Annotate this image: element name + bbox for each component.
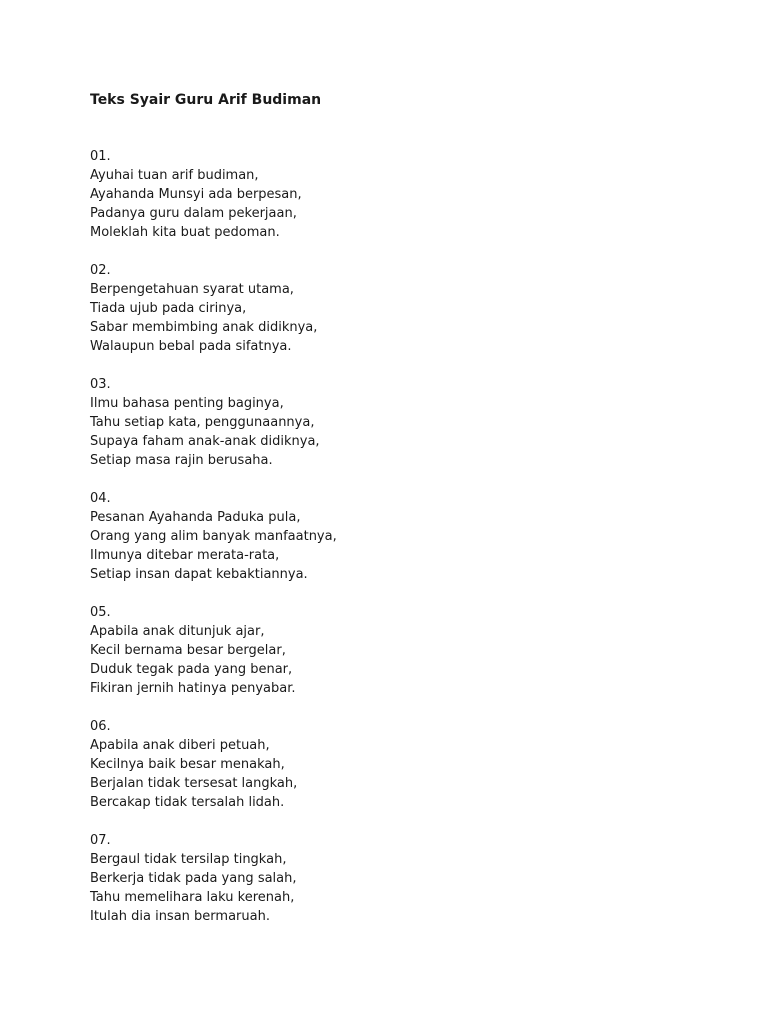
stanza-line: Tiada ujub pada cirinya, bbox=[90, 301, 247, 316]
stanza bbox=[90, 489, 337, 603]
stanza-number: 01. bbox=[90, 149, 111, 164]
stanza-line: Ayahanda Munsyi ada berpesan, bbox=[90, 187, 302, 202]
stanza bbox=[90, 603, 337, 717]
stanza-line: Setiap masa rajin berusaha. bbox=[90, 453, 273, 468]
stanza-line: Kecil bernama besar bergelar, bbox=[90, 643, 286, 658]
stanza-line: Orang yang alim banyak manfaatnya, bbox=[90, 529, 337, 544]
stanza-line: Kecilnya baik besar menakah, bbox=[90, 757, 285, 772]
stanza-number: 06. bbox=[90, 719, 111, 734]
stanza-number: 07. bbox=[90, 833, 111, 848]
stanza bbox=[90, 717, 337, 831]
stanza bbox=[90, 147, 337, 261]
stanza-line: Fikiran jernih hatinya penyabar. bbox=[90, 681, 296, 696]
stanza-line: Ayuhai tuan arif budiman, bbox=[90, 168, 259, 183]
stanza-line: Apabila anak ditunjuk ajar, bbox=[90, 624, 265, 639]
stanza-number: 04. bbox=[90, 491, 111, 506]
poem-body bbox=[90, 147, 337, 945]
stanza bbox=[90, 375, 337, 489]
stanza-line: Berpengetahuan syarat utama, bbox=[90, 282, 294, 297]
stanza bbox=[90, 261, 337, 375]
stanza-line: Ilmu bahasa penting baginya, bbox=[90, 396, 284, 411]
stanza-line: Berkerja tidak pada yang salah, bbox=[90, 871, 297, 886]
stanza-line: Setiap insan dapat kebaktiannya. bbox=[90, 567, 308, 582]
stanza-line: Apabila anak diberi petuah, bbox=[90, 738, 270, 753]
stanza-line: Walaupun bebal pada sifatnya. bbox=[90, 339, 292, 354]
stanza-line: Tahu memelihara laku kerenah, bbox=[90, 890, 295, 905]
stanza-line: Bergaul tidak tersilap tingkah, bbox=[90, 852, 287, 867]
stanza-line: Moleklah kita buat pedoman. bbox=[90, 225, 280, 240]
stanza-number: 05. bbox=[90, 605, 111, 620]
stanza bbox=[90, 831, 337, 945]
stanza-line: Ilmunya ditebar merata-rata, bbox=[90, 548, 280, 563]
stanza-line: Pesanan Ayahanda Paduka pula, bbox=[90, 510, 301, 525]
stanza-line: Padanya guru dalam pekerjaan, bbox=[90, 206, 297, 221]
stanza-line: Bercakap tidak tersalah lidah. bbox=[90, 795, 285, 810]
stanza-line: Berjalan tidak tersesat langkah, bbox=[90, 776, 298, 791]
stanza-line: Sabar membimbing anak didiknya, bbox=[90, 320, 318, 335]
stanza-line: Duduk tegak pada yang benar, bbox=[90, 662, 293, 677]
stanza-line: Itulah dia insan bermaruah. bbox=[90, 909, 270, 924]
stanza-number: 03. bbox=[90, 377, 111, 392]
stanza-line: Supaya faham anak-anak didiknya, bbox=[90, 434, 320, 449]
stanza-number: 02. bbox=[90, 263, 111, 278]
document-title: Teks Syair Guru Arif Budiman bbox=[90, 92, 322, 108]
stanza-line: Tahu setiap kata, penggunaannya, bbox=[90, 415, 315, 430]
